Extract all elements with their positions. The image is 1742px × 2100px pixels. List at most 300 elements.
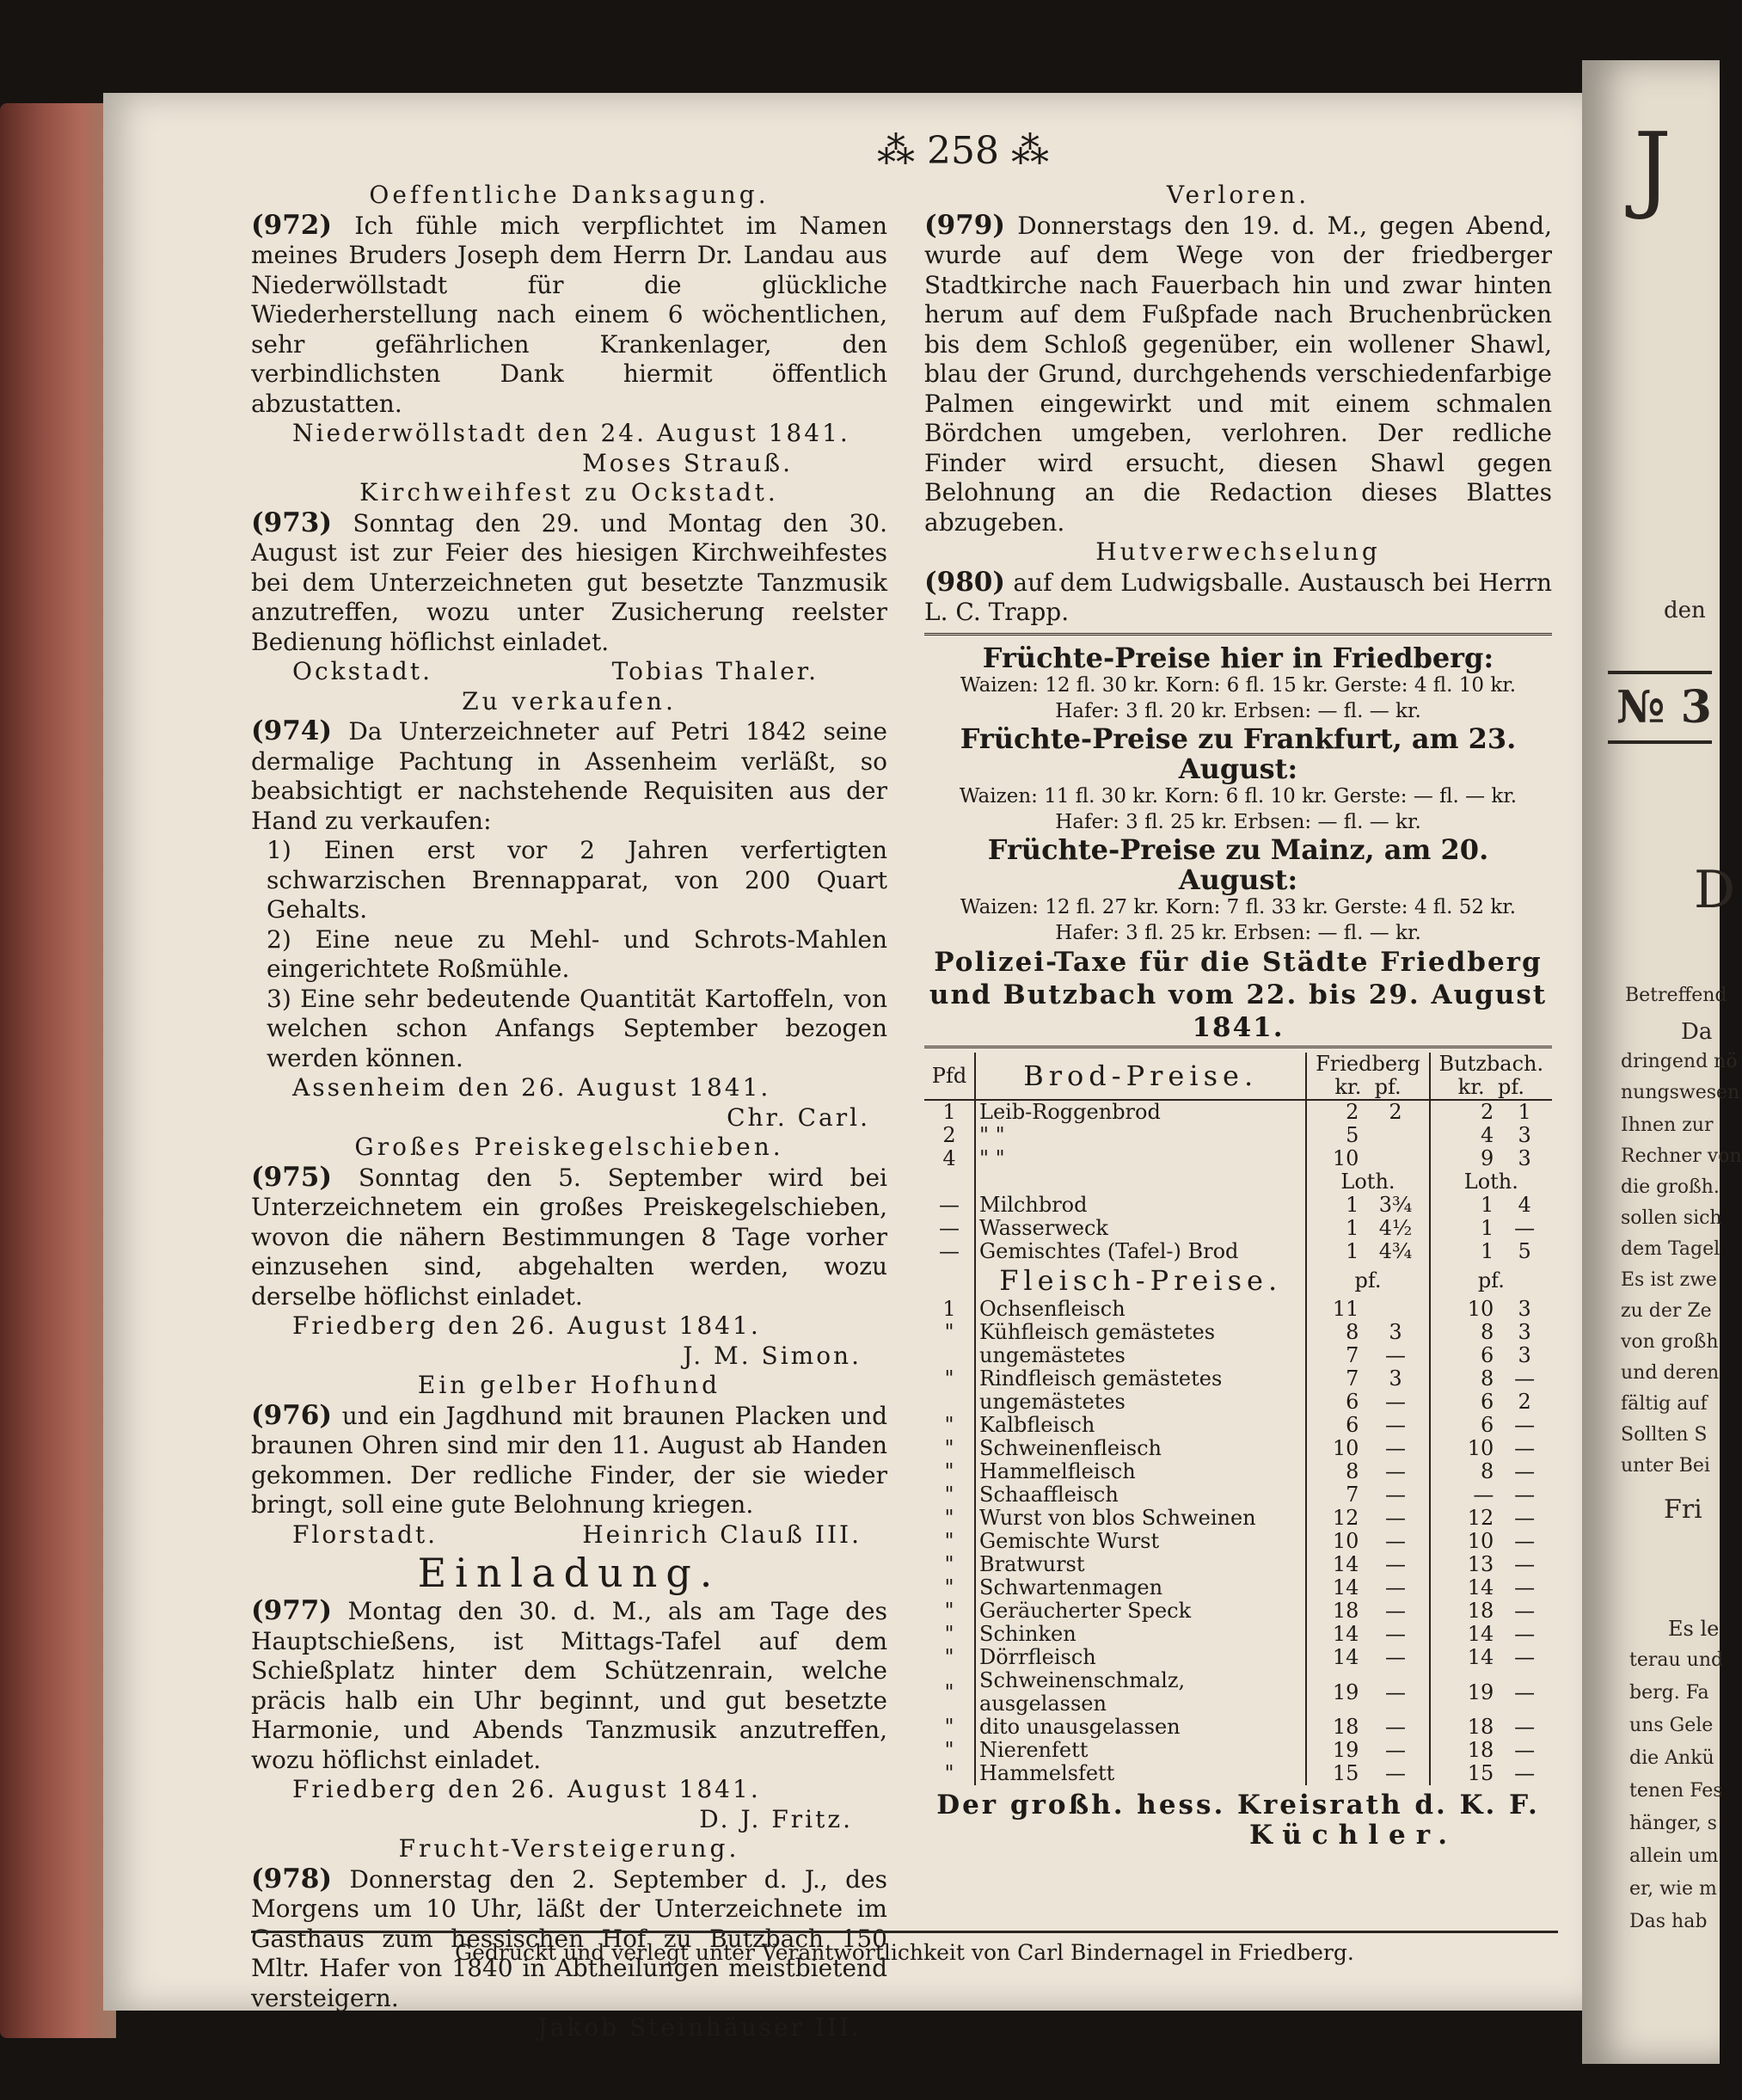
cell-qty: " xyxy=(944,1645,954,1669)
list-item: 1) Einen erst vor 2 Jahren verfertigten schwarzischen Brennapparat, von 200 Quart Gehalts. xyxy=(267,836,887,924)
cell-friedberg-kr: 14 xyxy=(1306,1623,1362,1646)
cell-qty: " xyxy=(944,1436,954,1460)
cell-butzbach-pf: — xyxy=(1514,1761,1536,1785)
cell-butzbach-kr: 14 xyxy=(1430,1623,1498,1646)
notice-signature: D. J. Fritz. xyxy=(699,1804,853,1833)
cell-friedberg-pf: 3 xyxy=(1389,1366,1402,1391)
neighbour-text: berg. Fa xyxy=(1629,1682,1709,1704)
cell-butzbach-kr: 8 xyxy=(1430,1460,1498,1483)
cell-friedberg-pf: 4¾ xyxy=(1378,1239,1413,1263)
cell-qty: " xyxy=(944,1366,954,1391)
notice-number: (977) xyxy=(251,1595,333,1626)
cell-friedberg-kr: 10 xyxy=(1306,1437,1362,1460)
cell-friedberg-pf: — xyxy=(1385,1552,1407,1576)
cell-friedberg-pf: 2 xyxy=(1389,1100,1402,1124)
cell-item: Wasserweck xyxy=(975,1217,1306,1240)
divider xyxy=(924,633,1552,638)
table-subheader-row xyxy=(924,1170,1552,1194)
notice-text: Da Unterzeichneter auf Petri 1842 seine dermalige Pachtung in Assenheim verläßt, so beabsichtigt er nachstehende Requisiten aus der Hand zu verkaufen: xyxy=(251,717,887,835)
cell-item: Gemischtes (Tafel-) Brod xyxy=(975,1240,1306,1263)
cell-friedberg-pf: — xyxy=(1385,1599,1407,1623)
cell-butzbach-pf: — xyxy=(1514,1738,1536,1762)
notice-body xyxy=(924,568,1552,628)
table-row xyxy=(924,1762,1552,1785)
notice-place: Friedberg den 26. August 1841. xyxy=(292,1775,761,1803)
cell-friedberg-kr: 6 xyxy=(1306,1391,1362,1414)
cell-friedberg-pf xyxy=(1362,1147,1429,1170)
cell-butzbach-kr: 18 xyxy=(1430,1716,1498,1739)
table-row xyxy=(924,1483,1552,1507)
notice-body xyxy=(251,211,887,420)
cell-butzbach-kr: 18 xyxy=(1430,1600,1498,1623)
ornament-left: ⁂ xyxy=(877,129,927,173)
price-line: Hafer: 3 fl. 20 kr. Erbsen: — fl. — kr. xyxy=(1055,700,1421,722)
table-row xyxy=(924,1530,1552,1553)
neighbour-text: D xyxy=(1694,860,1736,920)
fleisch-heading: Fleisch-Preise. xyxy=(975,1263,1306,1298)
notice-place: Florstadt. xyxy=(292,1520,439,1549)
taxe-signature: Der großh. hess. Kreisrath d. K. F. xyxy=(936,1790,1540,1821)
item-list xyxy=(251,836,887,1073)
table-row xyxy=(924,1217,1552,1240)
header-friedberg-label: Friedberg xyxy=(1316,1052,1420,1076)
notice-text: Donnerstags den 19. d. M., gegen Abend, wurde auf dem Wege von der friedberger Stadtkirche nach Fauerbach hin und zwar hinten herum auf dem Fußpfade nach Bruchenbrücken bis dem Schloß gegenüber, ein wollener Shawl, blau der Grund, durchgehends verschiedenfarbige Palmen eingewirkt und mit einem schmalen Bördchen umgeben, verlohren. Der redliche Finder wird ersucht, diesen Shawl gegen Belohnung an die Redaction dieses Blattes abzugeben. xyxy=(924,211,1552,537)
cell-butzbach-pf: 3 xyxy=(1518,1297,1531,1321)
notice-title: Oeffentliche Danksagung. xyxy=(369,181,770,209)
cell-item: Wurst von blos Schweinen xyxy=(975,1507,1306,1530)
neighbour-text: Da xyxy=(1681,1019,1713,1045)
notice-title: Hutverwechselung xyxy=(1095,537,1381,566)
cell-friedberg-kr: 19 xyxy=(1306,1739,1362,1762)
cell-butzbach-kr: 6 xyxy=(1430,1414,1498,1437)
neighbour-text: Das hab xyxy=(1629,1911,1708,1932)
notice-place: Niederwöllstadt den 24. August 1841. xyxy=(292,419,850,447)
cell-butzbach-kr: 6 xyxy=(1430,1391,1498,1414)
neighbour-text: und deren xyxy=(1621,1362,1720,1384)
notice-title-large: Einladung. xyxy=(417,1550,721,1596)
cell-unit-label xyxy=(975,1170,1306,1194)
cell-unit: pf. xyxy=(1306,1263,1429,1298)
table-row xyxy=(924,1240,1552,1263)
header-butzbach xyxy=(1430,1053,1552,1100)
neighbour-initial: J xyxy=(1634,112,1672,222)
cell-friedberg-kr: 6 xyxy=(1306,1414,1362,1437)
cell-friedberg-pf: — xyxy=(1385,1529,1407,1553)
table-row xyxy=(924,1669,1552,1716)
cell-qty xyxy=(924,1391,975,1414)
notice-place: Ockstadt. xyxy=(292,657,432,685)
cell-butzbach-kr: 9 xyxy=(1430,1147,1498,1170)
cell-butzbach-kr: 10 xyxy=(1430,1298,1498,1321)
cell-friedberg-kr: 7 xyxy=(1306,1483,1362,1507)
page-number: 258 xyxy=(927,129,999,173)
cell-item: Schweinenfleisch xyxy=(975,1437,1306,1460)
cell-friedberg-pf: — xyxy=(1385,1436,1407,1460)
price-heading: Früchte-Preise hier in Friedberg: xyxy=(982,641,1494,674)
neighbour-text: Fri xyxy=(1664,1495,1702,1525)
cell-item: " " xyxy=(975,1124,1306,1147)
header-brod: Brod-Preise. xyxy=(975,1053,1306,1100)
header-kr: kr. xyxy=(1457,1075,1485,1099)
notice-number: (980) xyxy=(924,566,1006,598)
header-friedberg xyxy=(1306,1053,1429,1100)
notice-signature: Chr. Carl. xyxy=(727,1102,870,1132)
neighbour-text: hänger, s xyxy=(1629,1813,1717,1834)
notice-signature: J. M. Simon. xyxy=(683,1341,862,1370)
cell-qty: " xyxy=(944,1738,954,1762)
cell-friedberg-kr: 8 xyxy=(1306,1460,1362,1483)
notice-signature: Tobias Thaler. xyxy=(611,657,819,685)
cell-friedberg-pf: 3 xyxy=(1389,1320,1402,1344)
cell-butzbach-pf: 2 xyxy=(1518,1390,1531,1414)
cell-butzbach-kr: 6 xyxy=(1430,1344,1498,1367)
cell-qty: " xyxy=(944,1483,954,1507)
neighbour-text: uns Gele xyxy=(1629,1715,1714,1736)
neighbour-text: zu der Ze xyxy=(1621,1300,1712,1322)
notice-signature: Moses Strauß. xyxy=(582,448,793,477)
cell-qty: 2 xyxy=(942,1123,956,1147)
price-line: Waizen: 12 fl. 27 kr. Korn: 7 fl. 33 kr. Gerste: 4 fl. 52 kr. xyxy=(960,896,1517,918)
cell-item: Leib-Roggenbrod xyxy=(975,1100,1306,1124)
neighbour-text: sollen sich xyxy=(1621,1207,1722,1229)
cell-friedberg-pf: — xyxy=(1385,1343,1407,1367)
cell-butzbach-pf: — xyxy=(1514,1715,1536,1739)
cell-friedberg-pf: — xyxy=(1385,1715,1407,1739)
cell-item: dito unausgelassen xyxy=(975,1716,1306,1739)
cell-unit: Loth. xyxy=(1430,1170,1552,1194)
table-row xyxy=(924,1716,1552,1739)
cell-item: Geräucherter Speck xyxy=(975,1600,1306,1623)
table-row xyxy=(924,1739,1552,1762)
notice-title: Ein gelber Hofhund xyxy=(417,1371,721,1399)
cell-butzbach-pf: — xyxy=(1514,1529,1536,1553)
cell-butzbach-pf: 3 xyxy=(1518,1123,1531,1147)
header-butzbach-label: Butzbach. xyxy=(1438,1052,1544,1076)
notice-title: Verloren. xyxy=(1166,181,1310,209)
cell-butzbach-kr: 14 xyxy=(1430,1576,1498,1600)
ornament-right: ⁂ xyxy=(998,129,1049,173)
header-pf: pf. xyxy=(1497,1075,1524,1099)
cell-qty: " xyxy=(944,1413,954,1437)
cell-friedberg-pf: — xyxy=(1385,1645,1407,1669)
taxe-title: Polizei-Taxe für die Städte Friedberg und Butzbach vom 22. bis 29. August 1841. xyxy=(929,947,1548,1043)
cell-friedberg-pf: — xyxy=(1385,1679,1407,1704)
neighbour-text: fältig auf xyxy=(1621,1393,1708,1415)
cell-qty xyxy=(924,1344,975,1367)
neighbour-text: Es ist zwe xyxy=(1621,1269,1717,1291)
cell-butzbach-kr: 19 xyxy=(1430,1669,1498,1716)
neighbour-issue-number: № 3 xyxy=(1608,671,1712,744)
neighbour-text: die großh. xyxy=(1621,1176,1720,1198)
notice-text: Sonntag den 29. und Montag den 30. August ist zur Feier des hiesigen Kirchweihfestes bei dem Unterzeichneten gut besetzte Tanzmusik anzutreffen, wozu unter Zusicherung reelster Bedienung höflichst einladet. xyxy=(251,508,887,656)
cell-friedberg-pf: 3¾ xyxy=(1378,1193,1413,1217)
cell-butzbach-pf: 1 xyxy=(1518,1100,1531,1124)
cell-butzbach-kr: 2 xyxy=(1430,1100,1498,1124)
cell-item: Kühfleisch gemästetes xyxy=(975,1321,1306,1344)
table-row xyxy=(924,1460,1552,1483)
neighbour-text: Betreffend xyxy=(1625,985,1727,1006)
cell-butzbach-kr: 1 xyxy=(1430,1240,1498,1263)
neighbour-text: tenen Fes xyxy=(1629,1780,1723,1802)
cell-friedberg-kr: 1 xyxy=(1306,1217,1362,1240)
cell-qty: 4 xyxy=(942,1146,956,1170)
table-row xyxy=(924,1623,1552,1646)
cell-friedberg-kr: 18 xyxy=(1306,1716,1362,1739)
table-row xyxy=(924,1391,1552,1414)
cell-butzbach-pf: — xyxy=(1514,1622,1536,1646)
cell-item: Hammelsfett xyxy=(975,1762,1306,1785)
price-heading: Früchte-Preise zu Frankfurt, am 23. August: xyxy=(960,722,1517,785)
cell-butzbach-kr: 12 xyxy=(1430,1507,1498,1530)
table-row xyxy=(924,1100,1552,1124)
cell-butzbach-pf: 3 xyxy=(1518,1320,1531,1344)
cell-item: ungemästetes xyxy=(975,1391,1306,1414)
table-row xyxy=(924,1600,1552,1623)
notice-body xyxy=(924,211,1552,538)
neighbour-text: allein um xyxy=(1629,1845,1719,1867)
cell-butzbach-kr: 8 xyxy=(1430,1367,1498,1391)
table-row xyxy=(924,1553,1552,1576)
cell-butzbach-kr: 1 xyxy=(1430,1194,1498,1217)
table-row xyxy=(924,1147,1552,1170)
cell-qty: " xyxy=(944,1575,954,1600)
cell-butzbach-kr: 4 xyxy=(1430,1124,1498,1147)
cell-butzbach-pf: — xyxy=(1514,1645,1536,1669)
cell-friedberg-pf: — xyxy=(1385,1483,1407,1507)
notice-number: (972) xyxy=(251,209,333,241)
cell-butzbach-pf: — xyxy=(1514,1552,1536,1576)
price-table xyxy=(924,1053,1552,1785)
notice-number: (976) xyxy=(251,1399,333,1431)
price-table-body xyxy=(924,1053,1552,1785)
notice-signature: Jakob Steinhäuser III. xyxy=(537,2013,862,2042)
cell-unit: pf. xyxy=(1430,1263,1552,1298)
notice-title: Frucht-Versteigerung. xyxy=(398,1834,740,1863)
notice-title: Kirchweihfest zu Ockstadt. xyxy=(359,478,779,507)
cell-friedberg-kr: 15 xyxy=(1306,1762,1362,1785)
cell-friedberg-pf xyxy=(1362,1298,1429,1321)
price-line: Hafer: 3 fl. 25 kr. Erbsen: — fl. — kr. xyxy=(1055,811,1421,833)
notice-place: Assenheim den 26. August 1841. xyxy=(292,1073,771,1102)
cell-qty: " xyxy=(944,1529,954,1553)
notice-place: Friedberg den 26. August 1841. xyxy=(292,1311,761,1340)
cell-qty: — xyxy=(939,1239,960,1263)
cell-qty: " xyxy=(944,1679,954,1704)
cell-butzbach-pf: — xyxy=(1514,1679,1536,1704)
cell-qty: — xyxy=(939,1193,960,1217)
cell-friedberg-pf: — xyxy=(1385,1390,1407,1414)
cell-friedberg-pf: — xyxy=(1385,1575,1407,1600)
cell-item: Bratwurst xyxy=(975,1553,1306,1576)
notice-title: Großes Preiskegelschieben. xyxy=(354,1133,784,1161)
cell-friedberg-pf: — xyxy=(1385,1738,1407,1762)
cell-friedberg-pf: — xyxy=(1385,1622,1407,1646)
cell-friedberg-pf: — xyxy=(1385,1761,1407,1785)
table-row xyxy=(924,1194,1552,1217)
neighbour-text: von großh xyxy=(1621,1331,1719,1353)
cell-butzbach-kr: 15 xyxy=(1430,1762,1498,1785)
cell-friedberg-kr: 1 xyxy=(1306,1240,1362,1263)
cell-friedberg-kr: 18 xyxy=(1306,1600,1362,1623)
cell-butzbach-kr: 13 xyxy=(1430,1553,1498,1576)
notice-number: (978) xyxy=(251,1863,333,1894)
notice-text: Ich fühle mich verpflichtet im Namen meines Bruders Joseph dem Herrn Dr. Landau aus Niederwöllstadt für die glückliche Wiederherstellung nach einem 6 wöchentlichen, sehr gefährlichen Krankenlager, den verbindlichsten Dank hiermit öffentlich abzustatten. xyxy=(251,211,887,418)
header-pfd: Pfd xyxy=(924,1053,975,1100)
neighbour-text: Sollten S xyxy=(1621,1424,1708,1446)
neighbour-text: den xyxy=(1664,598,1706,623)
cell-item: Nierenfett xyxy=(975,1739,1306,1762)
notice-body xyxy=(251,1401,887,1520)
notice-number: (975) xyxy=(251,1161,333,1193)
cell-qty: " xyxy=(944,1599,954,1623)
notice-title: Zu verkaufen. xyxy=(462,686,677,715)
cell-qty: " xyxy=(944,1320,954,1344)
price-line: Waizen: 12 fl. 30 kr. Korn: 6 fl. 15 kr. Gerste: 4 fl. 10 kr. xyxy=(960,674,1517,697)
cell-item: Rindfleisch gemästetes xyxy=(975,1367,1306,1391)
cell-butzbach-kr: 1 xyxy=(1430,1217,1498,1240)
cell-friedberg-pf: — xyxy=(1385,1413,1407,1437)
cell-qty: 1 xyxy=(942,1297,956,1321)
table-subheader-row xyxy=(924,1263,1552,1298)
cell-friedberg-kr: 5 xyxy=(1306,1124,1362,1147)
page-number-row xyxy=(877,129,1049,173)
cell-friedberg-kr: 14 xyxy=(1306,1646,1362,1669)
cell-qty: " xyxy=(944,1506,954,1530)
cell-item: Schaaffleisch xyxy=(975,1483,1306,1507)
cell-friedberg-kr: 7 xyxy=(1306,1344,1362,1367)
cell-friedberg-pf: — xyxy=(1385,1506,1407,1530)
list-item: 3) Eine sehr bedeutende Quantität Kartoffeln, von welchen schon Anfangs September bezogen werden können. xyxy=(267,984,887,1072)
imprint-footer: Gedruckt und verlegt unter Verantwortlichkeit von Carl Bindernagel in Friedberg. xyxy=(251,1931,1558,1965)
neighbour-text: terau und xyxy=(1629,1649,1724,1671)
right-column xyxy=(924,181,1552,1850)
neighbour-text: er, wie m xyxy=(1629,1878,1717,1900)
notice-number: (979) xyxy=(924,209,1006,241)
cell-qty: " xyxy=(944,1761,954,1785)
cell-item: Hammelfleisch xyxy=(975,1460,1306,1483)
cell-item: Schinken xyxy=(975,1623,1306,1646)
cell-butzbach-pf: — xyxy=(1514,1575,1536,1600)
header-kr: kr. xyxy=(1334,1075,1362,1099)
cell-friedberg-kr: 10 xyxy=(1306,1147,1362,1170)
cell-butzbach-kr: 14 xyxy=(1430,1646,1498,1669)
cell-item: " " xyxy=(975,1147,1306,1170)
neighbour-text: dringend nö xyxy=(1621,1051,1738,1072)
cell-butzbach-pf: — xyxy=(1514,1413,1536,1437)
cell-butzbach-pf: — xyxy=(1514,1599,1536,1623)
price-line: Hafer: 3 fl. 25 kr. Erbsen: — fl. — kr. xyxy=(1055,922,1421,944)
left-column xyxy=(251,181,887,2043)
cell-qty: 1 xyxy=(942,1100,956,1124)
cell-butzbach-kr: 8 xyxy=(1430,1321,1498,1344)
neighbour-text: Es le xyxy=(1668,1617,1720,1641)
notice-footer xyxy=(251,657,887,687)
cell-friedberg-kr: 8 xyxy=(1306,1321,1362,1344)
table-row xyxy=(924,1437,1552,1460)
cell-friedberg-kr: 14 xyxy=(1306,1576,1362,1600)
cell-blank xyxy=(924,1263,975,1298)
header-pf: pf. xyxy=(1374,1075,1402,1099)
notice-footer xyxy=(251,1520,887,1550)
table-row xyxy=(924,1576,1552,1600)
cell-qty: " xyxy=(944,1622,954,1646)
cell-friedberg-kr: 7 xyxy=(1306,1367,1362,1391)
cell-butzbach-kr: — xyxy=(1430,1483,1498,1507)
cell-item: Gemischte Wurst xyxy=(975,1530,1306,1553)
cell-butzbach-pf: — xyxy=(1514,1506,1536,1530)
cell-qty: " xyxy=(944,1552,954,1576)
cell-blank xyxy=(924,1170,975,1194)
cell-butzbach-pf: 4 xyxy=(1518,1193,1531,1217)
list-item: 2) Eine neue zu Mehl- und Schrots-Mahlen eingerichtete Roßmühle. xyxy=(267,924,887,983)
cell-friedberg-pf: — xyxy=(1385,1459,1407,1483)
cell-butzbach-kr: 10 xyxy=(1430,1437,1498,1460)
price-line: Waizen: 11 fl. 30 kr. Korn: 6 fl. 10 kr. Gerste: — fl. — kr. xyxy=(959,785,1518,807)
notice-number: (973) xyxy=(251,507,333,538)
cell-butzbach-pf: — xyxy=(1514,1366,1536,1391)
notice-signature: Heinrich Clauß III. xyxy=(582,1520,862,1549)
neighbour-text: die Ankü xyxy=(1629,1747,1714,1769)
cell-item: Milchbrod xyxy=(975,1194,1306,1217)
cell-item: ungemästetes xyxy=(975,1344,1306,1367)
cell-qty: " xyxy=(944,1459,954,1483)
notice-number: (974) xyxy=(251,715,333,746)
book-page-edges xyxy=(0,103,116,2038)
cell-butzbach-pf: — xyxy=(1514,1436,1536,1460)
table-row xyxy=(924,1367,1552,1391)
cell-butzbach-pf: 5 xyxy=(1518,1239,1531,1263)
cell-item: Schwartenmagen xyxy=(975,1576,1306,1600)
cell-item: Ochsenfleisch xyxy=(975,1298,1306,1321)
cell-friedberg-pf xyxy=(1362,1124,1429,1147)
cell-qty: " xyxy=(944,1715,954,1739)
cell-qty: — xyxy=(939,1216,960,1240)
notice-text: Montag den 30. d. M., als am Tage des Hauptschießens, ist Mittags-Tafel auf dem Schießplatz hinter dem Schützenrain, welche präcis halb ein Uhr beginnt, und gut besetzte Harmonie, und Abends Tanzmusik anzutreffen, wozu höflichst einladet. xyxy=(251,1597,887,1774)
divider xyxy=(924,1046,1552,1051)
table-row xyxy=(924,1507,1552,1530)
cell-butzbach-pf: 3 xyxy=(1518,1343,1531,1367)
table-row xyxy=(924,1344,1552,1367)
neighbour-text: dem Tagel xyxy=(1621,1238,1721,1260)
cell-item: Dörrfleisch xyxy=(975,1646,1306,1669)
cell-friedberg-kr: 14 xyxy=(1306,1553,1362,1576)
cell-friedberg-kr: 11 xyxy=(1306,1298,1362,1321)
table-row xyxy=(924,1124,1552,1147)
notice-text: Donnerstag den 2. September d. J., des Morgens um 10 Uhr, läßt der Unterzeichnete im Gasthaus zum hessischen Hof zu Butzbach 150 Mltr. Hafer von 1840 in Abtheilungen meistbietend versteigern. xyxy=(251,1864,887,2012)
neighbour-text: Rechner von xyxy=(1621,1145,1742,1167)
table-header xyxy=(924,1053,1552,1100)
cell-friedberg-kr: 19 xyxy=(1306,1669,1362,1716)
cell-butzbach-pf: — xyxy=(1514,1483,1536,1507)
table-row xyxy=(924,1414,1552,1437)
cell-butzbach-kr: 18 xyxy=(1430,1739,1498,1762)
notice-text: auf dem Ludwigsballe. Austausch bei Herrn L. C. Trapp. xyxy=(924,568,1552,626)
price-heading: Früchte-Preise zu Mainz, am 20. August: xyxy=(987,833,1489,896)
cell-unit: Loth. xyxy=(1306,1170,1429,1194)
cell-item: Kalbfleisch xyxy=(975,1414,1306,1437)
table-row xyxy=(924,1298,1552,1321)
cell-friedberg-kr: 12 xyxy=(1306,1507,1362,1530)
cell-friedberg-pf: 4½ xyxy=(1378,1216,1413,1240)
neighbour-page xyxy=(1582,60,1742,2064)
table-row xyxy=(924,1646,1552,1669)
cell-butzbach-pf: 3 xyxy=(1518,1146,1531,1170)
cell-friedberg-kr: 10 xyxy=(1306,1530,1362,1553)
cell-friedberg-kr: 1 xyxy=(1306,1194,1362,1217)
cell-butzbach-pf: — xyxy=(1514,1459,1536,1483)
cell-item: Schweinenschmalz, ausgelassen xyxy=(975,1669,1306,1716)
cell-butzbach-kr: 10 xyxy=(1430,1530,1498,1553)
